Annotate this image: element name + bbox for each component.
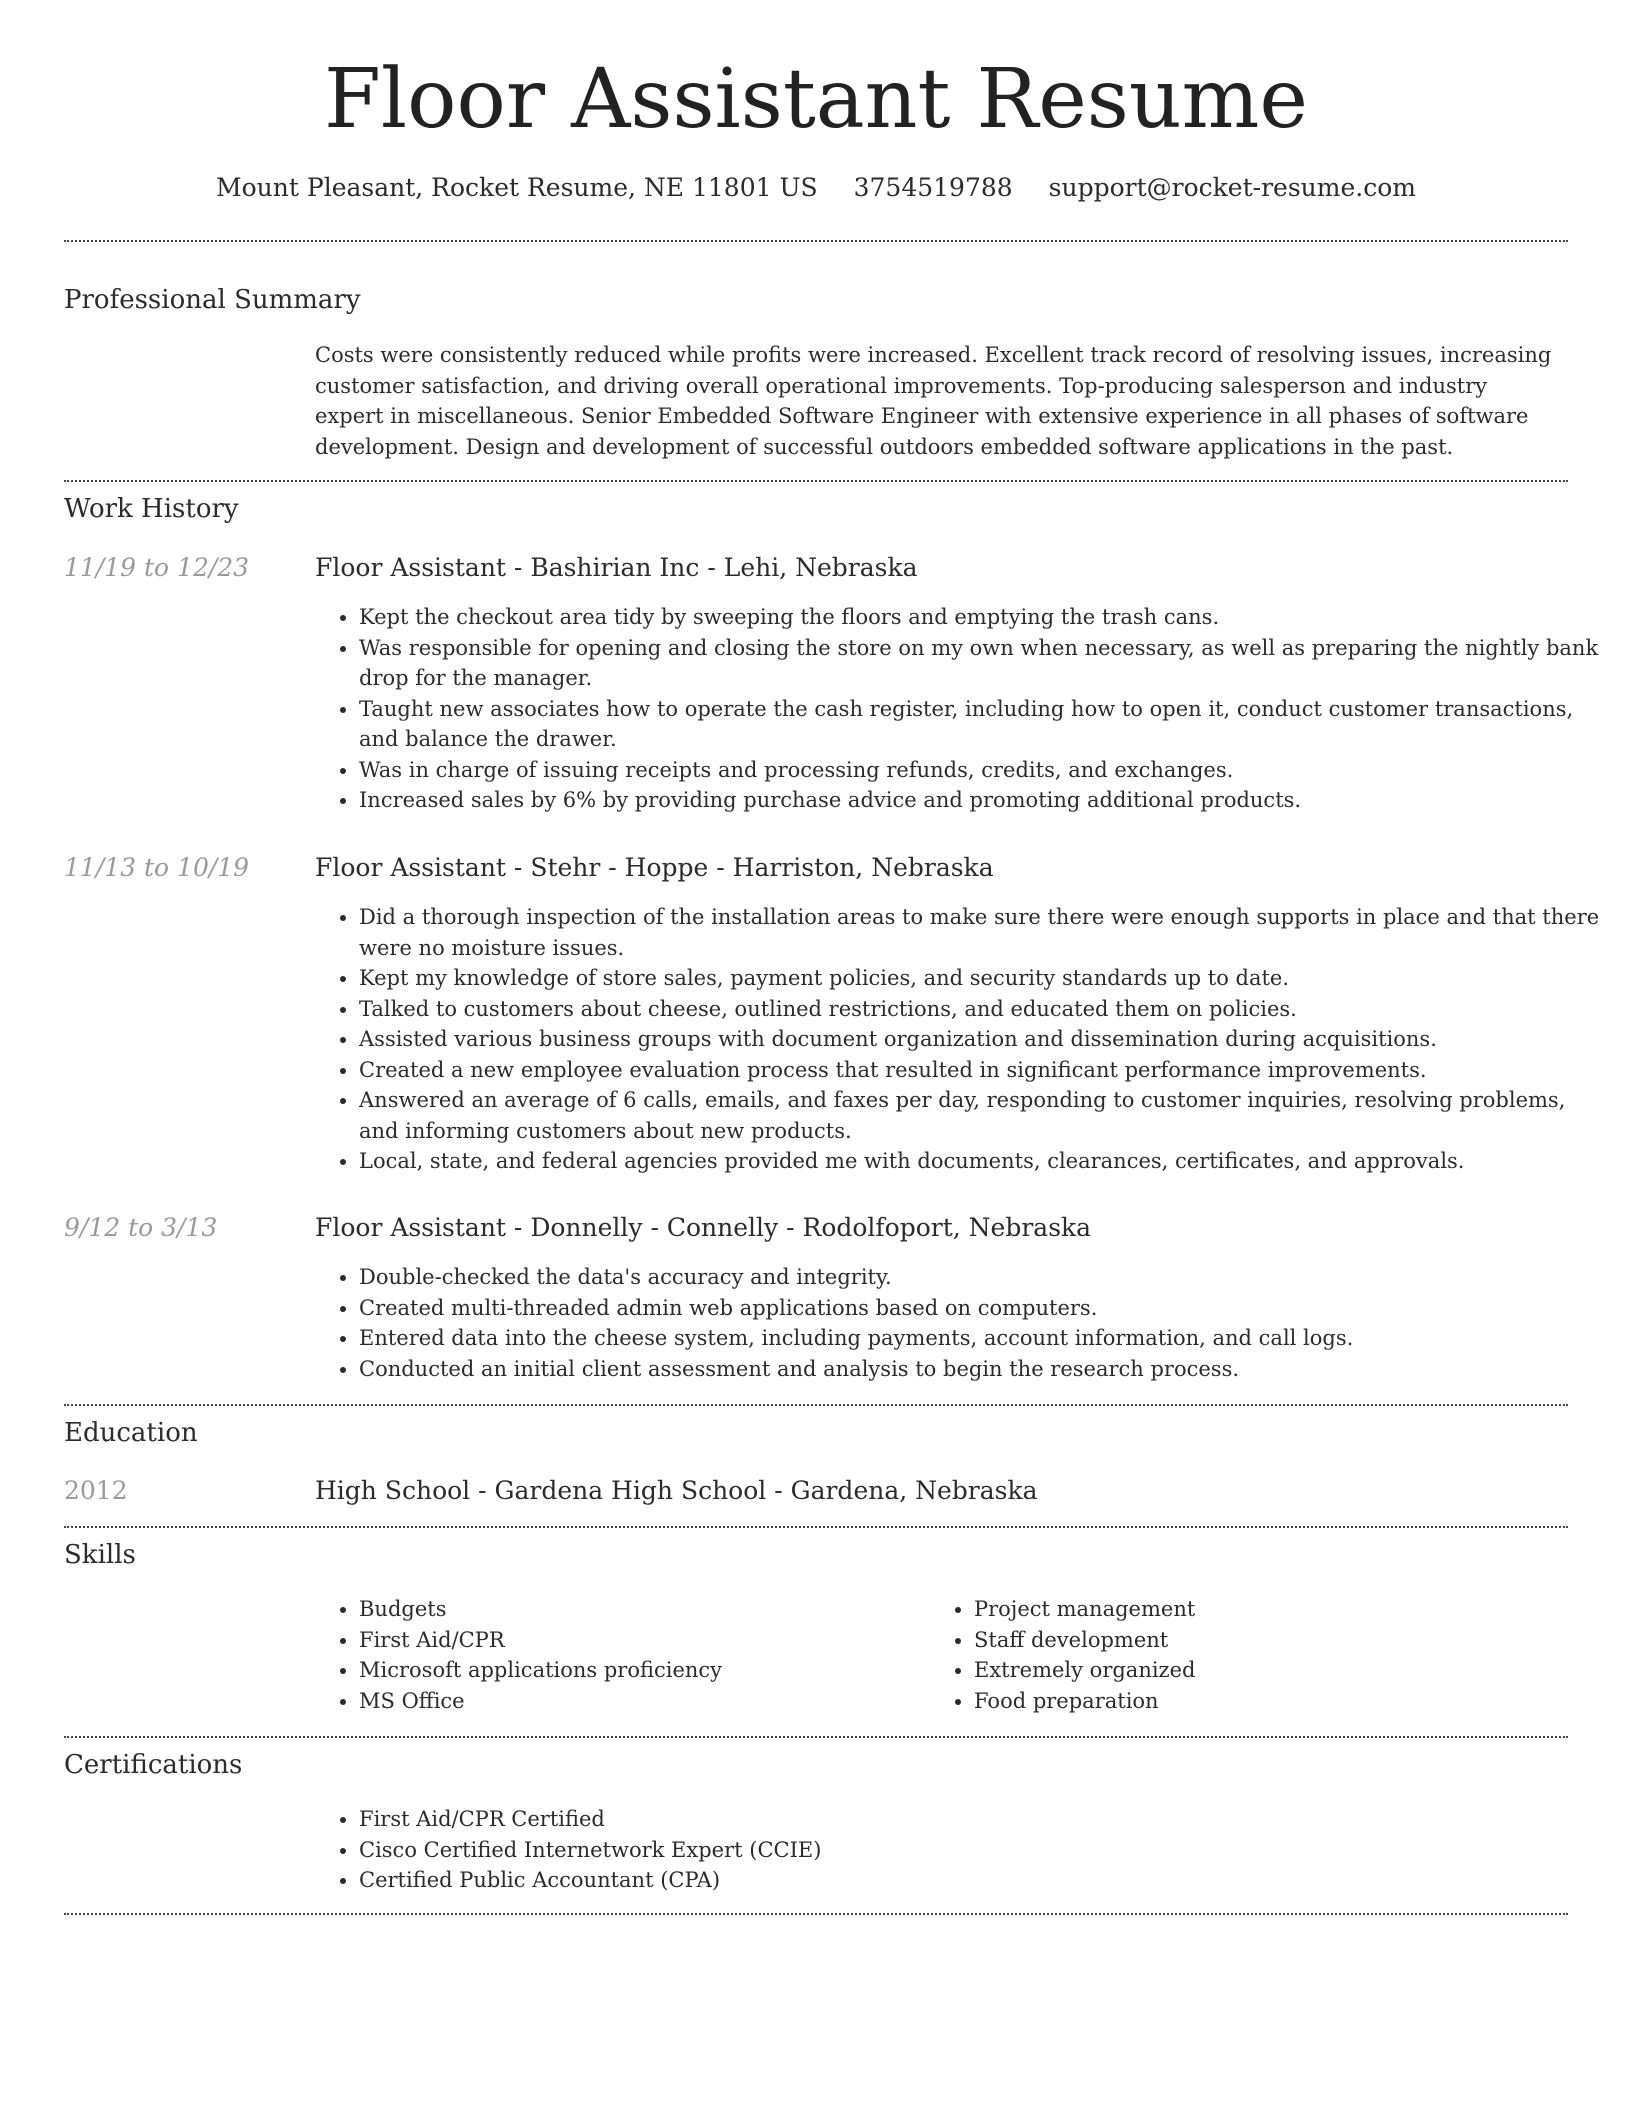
list-item: • First Aid/CPR Certified [359,1804,1604,1835]
skills-list-left [315,1594,919,1716]
list-item: • Assisted various business groups with document organization and dissemination during acquisitions. [359,1024,1604,1055]
list-item: • Created multi-threaded admin web applications based on computers. [359,1293,1604,1324]
work-history-heading: Work History [64,494,239,524]
job-duties-list [315,602,1604,816]
list-item: • Did a thorough inspection of the installation areas to make sure there were enough supports in place and that there were no moisture issues. [359,902,1604,963]
education-year: 2012 [64,1476,128,1505]
summary-text: Costs were consistently reduced while profits were increased. Excellent track record of resolving issues, increasing customer satisfaction, and driving overall operational improvements. Top-producing salesperson and industry expert in miscellaneous. Senior Embedded Software Engineer with extensive experience in all phases of software development. Design and development of successful outdoors embedded software applications in the past. [315,343,1552,459]
contact-address: Mount Pleasant, Rocket Resume, NE 11801 US [216,173,818,202]
section-divider [64,480,1568,482]
section-divider [64,240,1568,242]
list-item: • Project management [974,1594,1534,1625]
list-item: • Kept my knowledge of store sales, payment policies, and security standards up to date. [359,963,1604,994]
list-item: • Staff development [974,1625,1534,1656]
job-title: Floor Assistant - Donnelly - Connelly - Rodolfoport, Nebraska [315,1213,1092,1242]
education-heading: Education [64,1418,198,1448]
job-duties-list [315,902,1604,1177]
job-duties-list [315,1262,1604,1384]
job-dates: 11/13 to 10/19 [64,853,250,882]
list-item: • Extremely organized [974,1655,1534,1686]
certifications-heading: Certifications [64,1750,243,1780]
summary-heading: Professional Summary [64,285,361,315]
list-item: • Budgets [359,1594,919,1625]
job-title: Floor Assistant - Bashirian Inc - Lehi, Nebraska [315,553,918,582]
skills-heading: Skills [64,1540,136,1570]
list-item: • Entered data into the cheese system, including payments, account information, and call logs. [359,1323,1604,1354]
list-item: • Answered an average of 6 calls, emails, and faxes per day, responding to customer inquiries, resolving problems, and informing customers about new products. [359,1085,1604,1146]
page-title: Floor Assistant Resume [324,52,1308,147]
list-item: • Created a new employee evaluation process that resulted in significant performance improvements. [359,1055,1604,1086]
list-item: • Microsoft applications proficiency [359,1655,919,1686]
list-item: • MS Office [359,1686,919,1717]
list-item: • Increased sales by 6% by providing purchase advice and promoting additional products. [359,785,1604,816]
list-item: • Talked to customers about cheese, outlined restrictions, and educated them on policies. [359,994,1604,1025]
job-dates: 11/19 to 12/23 [64,553,250,582]
job-dates: 9/12 to 3/13 [64,1213,218,1242]
job-title: Floor Assistant - Stehr - Hoppe - Harriston, Nebraska [315,853,994,882]
section-divider [64,1526,1568,1528]
contact-line [0,171,1632,205]
skills-list-right [930,1594,1534,1716]
section-divider [64,1913,1568,1915]
section-divider [64,1736,1568,1738]
list-item: • Double-checked the data's accuracy and integrity. [359,1262,1604,1293]
list-item: • Was responsible for opening and closing the store on my own when necessary, as well as preparing the nightly bank drop for the manager. [359,633,1604,694]
list-item: • Kept the checkout area tidy by sweeping the floors and emptying the trash cans. [359,602,1604,633]
list-item: • First Aid/CPR [359,1625,919,1656]
contact-email: support@rocket-resume.com [1048,173,1416,202]
list-item: • Was in charge of issuing receipts and processing refunds, credits, and exchanges. [359,755,1604,786]
list-item: • Cisco Certified Internetwork Expert (CCIE) [359,1835,1604,1866]
contact-phone: 3754519788 [853,173,1013,202]
list-item: • Conducted an initial client assessment and analysis to begin the research process. [359,1354,1604,1385]
section-divider [64,1404,1568,1406]
list-item: • Local, state, and federal agencies provided me with documents, clearances, certificates, and approvals. [359,1146,1604,1177]
list-item: • Taught new associates how to operate the cash register, including how to open it, conduct customer transactions, and balance the drawer. [359,694,1604,755]
certifications-list [315,1804,1604,1896]
list-item: • Food preparation [974,1686,1534,1717]
list-item: • Certified Public Accountant (CPA) [359,1865,1604,1896]
education-entry: High School - Gardena High School - Gardena, Nebraska [315,1476,1038,1505]
